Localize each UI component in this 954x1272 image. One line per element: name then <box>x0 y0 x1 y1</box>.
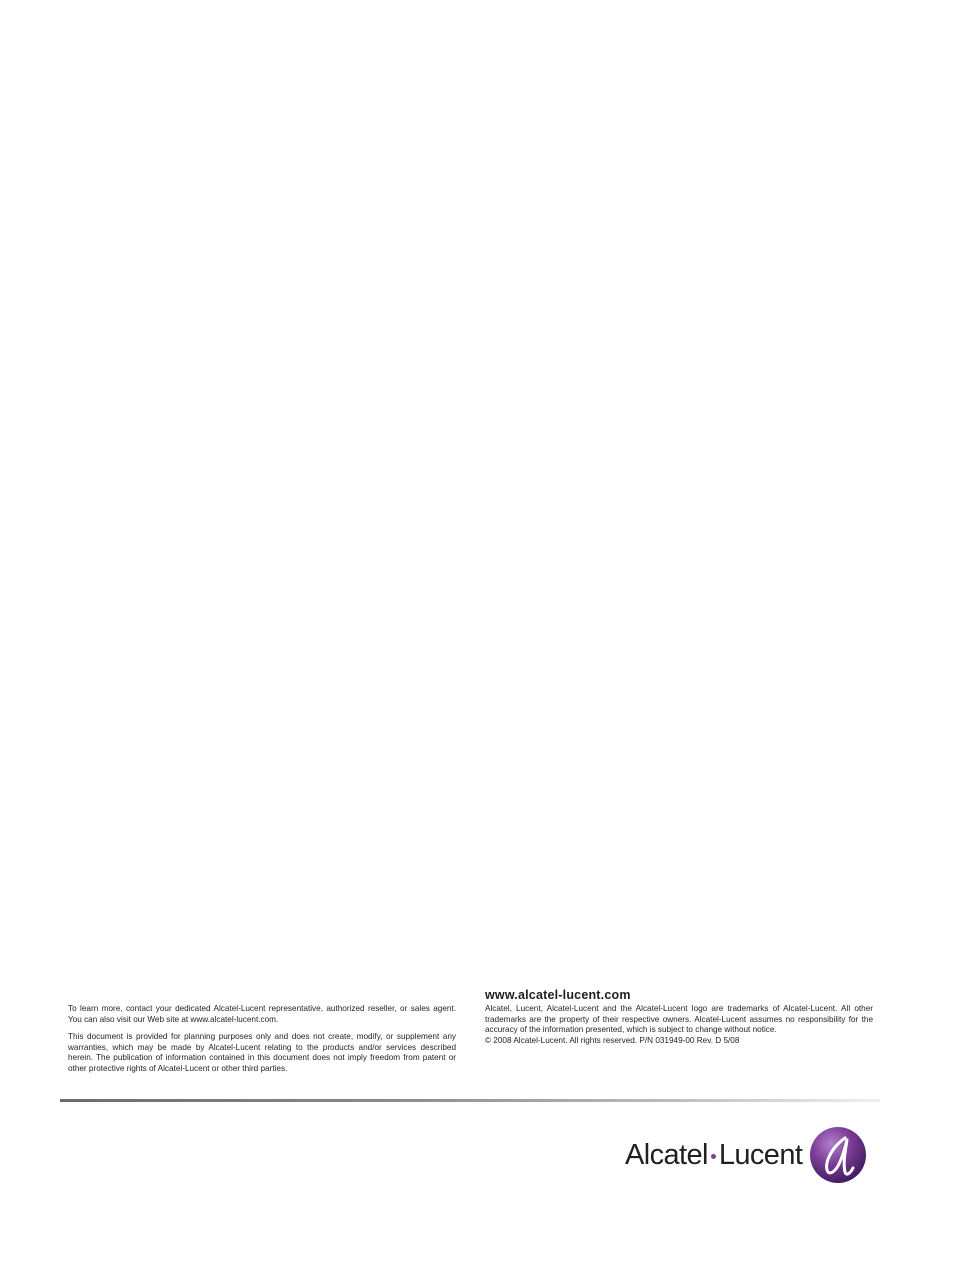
copyright-notice: © 2008 Alcatel-Lucent. All rights reserved. P/N 031949-00 Rev. D 5/08 <box>485 1035 740 1045</box>
company-logo <box>625 1126 867 1184</box>
website-url[interactable]: www.alcatel-lucent.com <box>485 988 631 1002</box>
logo-word-alcatel: Alcatel <box>625 1138 708 1171</box>
disclaimer-paragraph: This document is provided for planning purposes only and does not create, modify, or supplement any warranties, which may be made by Alcatel-Lucent relating to the products and/or services described herein. The publication of information contained in this document does not imply freedom from patent or other protective rights of Alcatel-Lucent or other third parties. <box>68 1032 456 1073</box>
divider-rule <box>60 1099 880 1102</box>
contact-paragraph: To learn more, contact your dedicated Alcatel-Lucent representative, authorized reseller, or sales agent. You can also visit our Web site at www.alcatel-lucent.com. <box>68 1004 456 1024</box>
logo-word-lucent: Lucent <box>718 1138 803 1171</box>
alcatel-lucent-logo-icon <box>809 1126 867 1184</box>
legal-info-block <box>485 987 873 1046</box>
contact-info-block <box>68 1004 456 1082</box>
logo-dot <box>711 1154 716 1159</box>
logo-wordmark <box>625 1139 802 1172</box>
trademark-notice: Alcatel, Lucent, Alcatel-Lucent and the Alcatel-Lucent logo are trademarks of Alcatel-Lucent. All other trademarks are the property of their respective owners. Alcatel-Lucent assumes no responsibility for the accuracy of the information presented, which is subject to change without notice. <box>485 1004 873 1035</box>
